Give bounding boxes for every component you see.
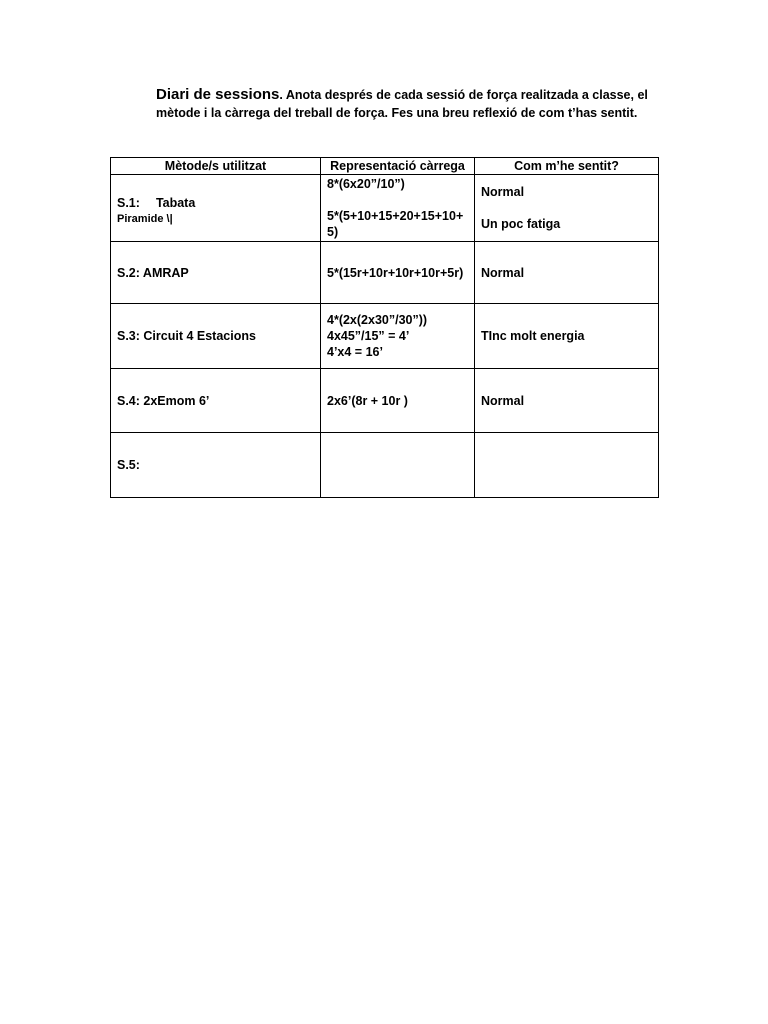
feeling-line: Normal <box>481 185 525 199</box>
feeling-cell <box>475 175 659 242</box>
load-line: 4’x4 = 16’ <box>327 345 383 359</box>
table-row <box>111 304 659 369</box>
table-row <box>111 242 659 304</box>
load-cell <box>321 369 475 433</box>
feeling-line: Normal <box>481 393 525 408</box>
feeling-cell <box>475 433 659 498</box>
table-header-row <box>111 158 659 175</box>
table-row <box>111 369 659 433</box>
method-name: Tabata <box>155 196 196 210</box>
method-cell: S.3: Circuit 4 Estacions <box>111 304 321 369</box>
load-line: 5*(15r+10r+10r+10r+5r) <box>327 265 464 280</box>
load-line: 5*(5+10+15+20+15+10+5) <box>327 209 464 239</box>
feeling-line: TInc molt energia <box>481 329 585 343</box>
method-cell: S.5: <box>111 433 321 498</box>
load-line: 2x6’(8r + 10r ) <box>327 393 408 408</box>
column-header-load: Representació càrrega <box>321 158 475 175</box>
load-line: 8*(6x20”/10”) <box>327 177 405 191</box>
method-extra: Piramide \| <box>117 213 173 225</box>
column-header-feeling: Com m’he sentit? <box>475 158 659 175</box>
table-row <box>111 433 659 498</box>
load-cell <box>321 175 475 242</box>
feeling-line: Un poc fatiga <box>481 217 561 231</box>
method-cell <box>111 175 321 242</box>
load-cell <box>321 433 475 498</box>
load-cell <box>321 304 475 369</box>
load-line: 4x45”/15” = 4’ <box>327 329 410 343</box>
page-title: Diari de sessions <box>156 86 280 103</box>
feeling-cell <box>475 242 659 304</box>
instructions-text: . Anota després de cada sessió de força realitzada a classe, el mètode i la càrrega del treball de força. Fes una breu reflexió de com t’has sentit. <box>156 88 648 120</box>
method-cell: S.4: 2xEmom 6’ <box>111 369 321 433</box>
session-log-table <box>110 157 659 498</box>
feeling-cell <box>475 369 659 433</box>
page-header <box>156 86 656 122</box>
column-header-method: Mètode/s utilitzat <box>111 158 321 175</box>
feeling-cell <box>475 304 659 369</box>
session-label: S.1: <box>117 196 140 210</box>
load-line: 4*(2x(2x30”/30”)) <box>327 313 428 327</box>
table-row <box>111 175 659 242</box>
load-cell <box>321 242 475 304</box>
feeling-line: Normal <box>481 265 525 280</box>
method-cell: S.2: AMRAP <box>111 242 321 304</box>
